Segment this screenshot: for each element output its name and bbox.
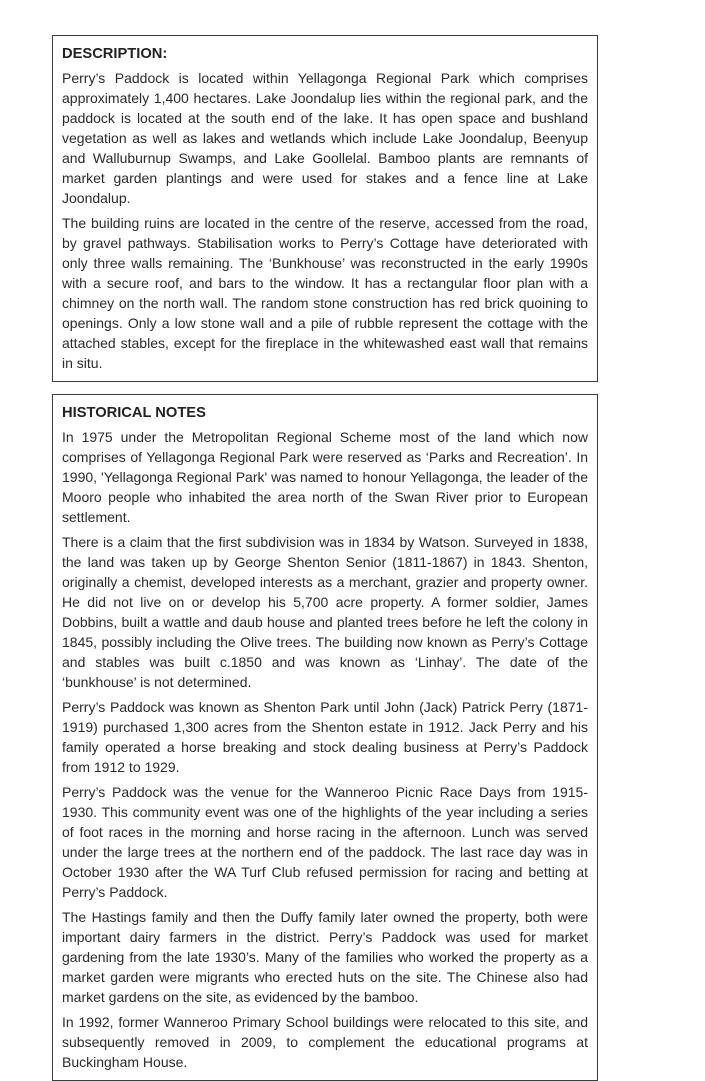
- paragraph: The building ruins are located in the centre of the reserve, accessed from the road, by gravel pathways. Stabilisation works to Perry’s Cottage have deteriorated with only three walls remaining. The ‘Bunkhouse’ was reconstructed in the early 1990s with a secure roof, and bars to the window. It has a rectangular floor plan with a chimney on the north wall. The random stone construction has red brick quoining to openings. Only a low stone wall and a pile of rubble represent the cottage with the attached stables, except for the fireplace in the whitewashed east wall that remains in situ.: [62, 215, 588, 371]
- description-heading: DESCRIPTION:: [62, 46, 168, 62]
- historical-notes-heading: HISTORICAL NOTES: [62, 405, 206, 421]
- paragraph: Perry’s Paddock is located within Yellagonga Regional Park which comprises approximately 1,400 hectares. Lake Joondalup lies within the regional park, and the paddock is located at the south end of the lake. It has open space and bushland vegetation as well as lakes and wetlands which include Lake Joondalup, Beenyup and Walluburnup Swamps, and Lake Goollelal. Bamboo plants are remnants of market garden plantings and were used for stakes and a fence line at Lake Joondalup.: [62, 70, 588, 206]
- paragraph: The Hastings family and then the Duffy family later owned the property, both were important dairy farmers in the district. Perry’s Paddock was used for market gardening from the late 1930’s. Many of the families who worked the property as a market garden were migrants who erected huts on the site. The Chinese also had market gardens on the site, as evidenced by the bamboo.: [62, 909, 588, 1005]
- paragraph: In 1975 under the Metropolitan Regional Scheme most of the land which now comprises of Yellagonga Regional Park were reserved as ‘Parks and Recreation’. In 1990, 'Yellagonga Regional Park' was named to honour Yellagonga, the leader of the Mooro people who inhabited the area north of the Swan River prior to European settlement.: [62, 429, 588, 525]
- paragraph: Perry’s Paddock was known as Shenton Park until John (Jack) Patrick Perry (1871-1919) purchased 1,300 acres from the Shenton estate in 1912. Jack Perry and his family operated a horse breaking and stock dealing business at Perry’s Paddock from 1912 to 1929.: [62, 699, 588, 775]
- description-paragraphs: [62, 68, 588, 373]
- paragraph: There is a claim that the first subdivision was in 1834 by Watson. Surveyed in 1838, the land was taken up by George Shenton Senior (1811-1867) in 1843. Shenton, originally a chemist, developed interests as a merchant, grazier and property owner. He did not live on or develop his 5,700 acre property. A former soldier, James Dobbins, built a wattle and daub house and planted trees before he left the colony in 1845, possibly including the Olive trees. The building now known as Perry’s Cottage and stables was built c.1850 and was known as ‘Linhay’. The date of the ‘bunkhouse’ is not determined.: [62, 534, 588, 690]
- paragraph: In 1992, former Wanneroo Primary School buildings were relocated to this site, and subsequently removed in 2009, to complement the educational programs at Buckingham House.: [62, 1014, 588, 1070]
- historical-notes-paragraphs: [62, 427, 588, 1072]
- historical-notes-section: [52, 394, 598, 1081]
- page-content: [52, 35, 598, 1081]
- description-section: [52, 35, 598, 382]
- paragraph: Perry’s Paddock was the venue for the Wanneroo Picnic Race Days from 1915-1930. This community event was one of the highlights of the year including a series of foot races in the morning and horse racing in the afternoon. Lunch was served under the large trees at the northern end of the paddock. The last race day was in October 1930 after the WA Turf Club refused permission for racing and betting at Perry’s Paddock.: [62, 784, 588, 900]
